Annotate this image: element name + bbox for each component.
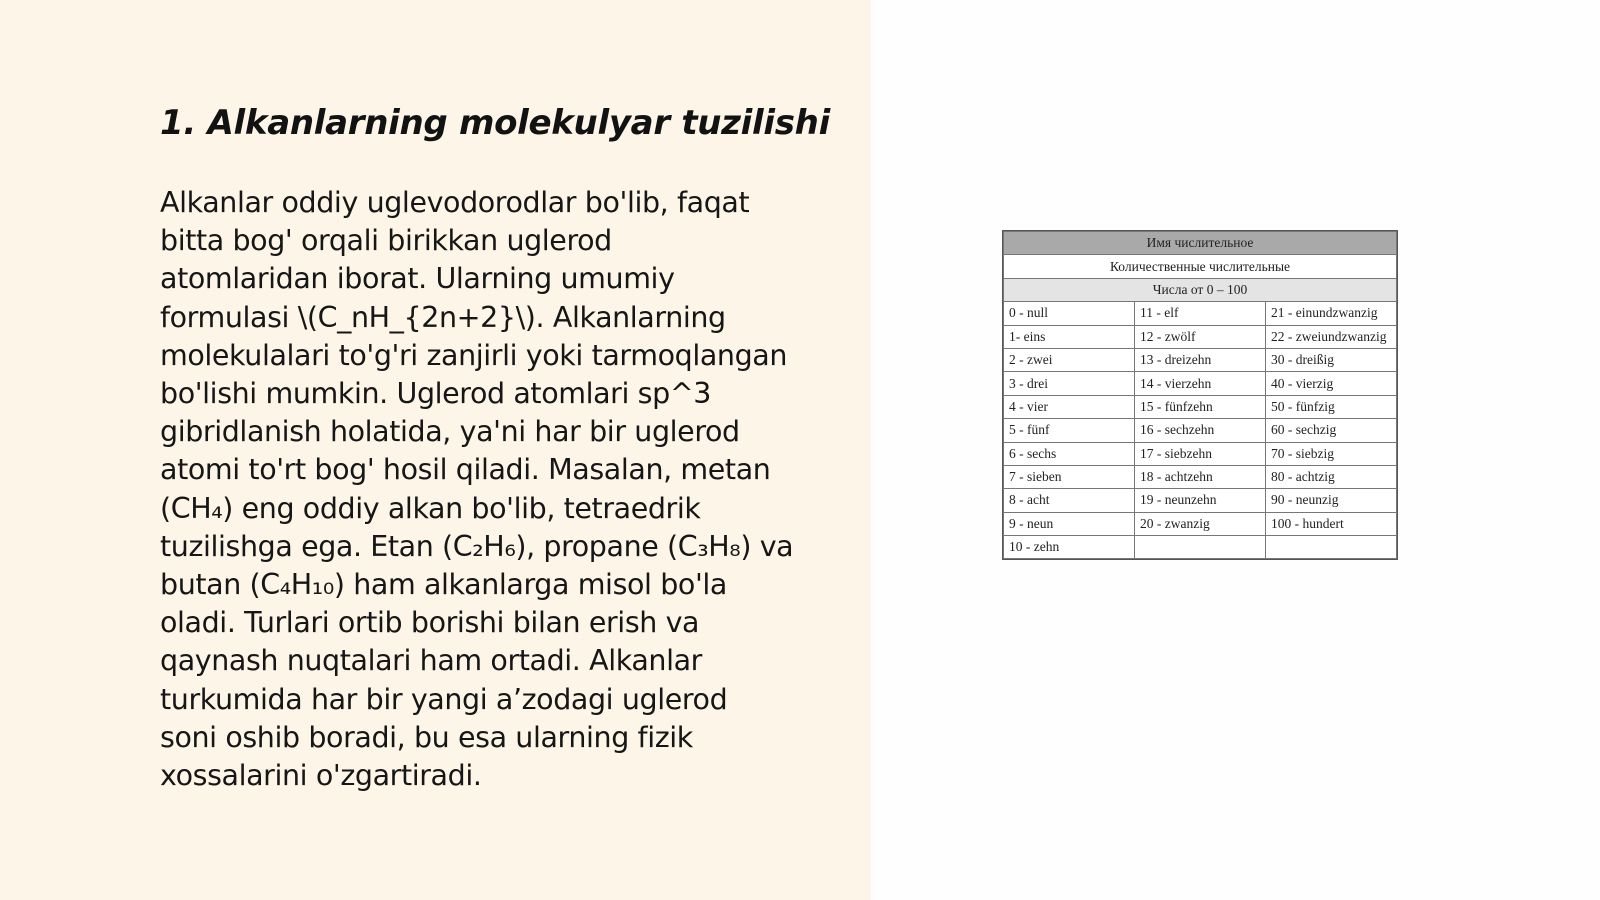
table-cell: 6 - sechs	[1004, 442, 1135, 465]
body-line: bo'lishi mumkin. Uglerod atomlari sp^3	[160, 377, 712, 411]
body-line: xossalarini o'zgartiradi.	[160, 759, 482, 793]
table-cell: 60 - sechzig	[1266, 419, 1397, 442]
table-row	[1004, 465, 1397, 488]
body-line: molekulalari to'g'ri zanjirli yoki tarmoqlangan	[160, 338, 788, 372]
table-subheader-title: Количественные числительные	[1004, 255, 1397, 278]
table-row	[1004, 395, 1397, 418]
table-cell: 12 - zwölf	[1135, 325, 1266, 348]
numerals-table-image	[1002, 230, 1398, 560]
body-line: atomlaridan iborat. Ularning umumiy	[160, 262, 675, 296]
table-cell: 13 - dreizehn	[1135, 348, 1266, 371]
body-line: (CH₄) eng oddiy alkan bo'lib, tetraedrik	[160, 491, 701, 525]
table-cell: 80 - achtzig	[1266, 465, 1397, 488]
body-line: soni oshib boradi, bu esa ularning fizik	[160, 720, 693, 754]
table-range-title: Числа от 0 – 100	[1004, 278, 1397, 301]
table-cell: 5 - fünf	[1004, 419, 1135, 442]
table-cell: 3 - drei	[1004, 372, 1135, 395]
table-cell: 50 - fünfzig	[1266, 395, 1397, 418]
table-cell: 17 - siebzehn	[1135, 442, 1266, 465]
table-cell: 100 - hundert	[1266, 512, 1397, 535]
body-line: turkumida har bir yangi a’zodagi uglerod	[160, 682, 728, 716]
body-line: formulasi \(C_nH_{2n+2}\). Alkanlarning	[160, 300, 726, 334]
table-cell: 70 - siebzig	[1266, 442, 1397, 465]
table-cell: 2 - zwei	[1004, 348, 1135, 371]
table-subheader-row	[1004, 255, 1397, 278]
body-line: qaynash nuqtalari ham ortadi. Alkanlar	[160, 644, 702, 678]
table-cell: 7 - sieben	[1004, 465, 1135, 488]
body-line: atomi to'rt bog' hosil qiladi. Masalan, metan	[160, 453, 771, 487]
table-row	[1004, 489, 1397, 512]
body-line: Alkanlar oddiy uglevodorodlar bo'lib, faqat	[160, 186, 750, 219]
table-cell: 14 - vierzehn	[1135, 372, 1266, 395]
table-row	[1004, 512, 1397, 535]
table-header-title: Имя числительное	[1004, 232, 1397, 255]
table-cell: 40 - vierzig	[1266, 372, 1397, 395]
table-cell: 4 - vier	[1004, 395, 1135, 418]
table-row	[1004, 372, 1397, 395]
numerals-table	[1003, 231, 1397, 559]
table-cell: 20 - zwanzig	[1135, 512, 1266, 535]
table-cell: 16 - sechzehn	[1135, 419, 1266, 442]
body-line: oladi. Turlari ortib borishi bilan erish va	[160, 606, 700, 640]
table-cell: 21 - einundzwanzig	[1266, 302, 1397, 325]
table-range-row	[1004, 278, 1397, 301]
table-cell: 10 - zehn	[1004, 536, 1135, 559]
body-line: butan (C₄H₁₀) ham alkanlarga misol bo'la	[160, 568, 727, 602]
slide-body-text	[160, 184, 850, 795]
table-cell	[1266, 536, 1397, 559]
table-cell: 18 - achtzehn	[1135, 465, 1266, 488]
table-cell: 8 - acht	[1004, 489, 1135, 512]
body-line: tuzilishga ega. Etan (C₂H₆), propane (C₃H₈) va	[160, 529, 794, 563]
table-row	[1004, 536, 1397, 559]
table-cell: 0 - null	[1004, 302, 1135, 325]
table-row	[1004, 325, 1397, 348]
table-cell: 90 - neunzig	[1266, 489, 1397, 512]
table-row	[1004, 442, 1397, 465]
table-cell	[1135, 536, 1266, 559]
table-row	[1004, 302, 1397, 325]
table-row	[1004, 419, 1397, 442]
table-cell: 30 - dreißig	[1266, 348, 1397, 371]
table-cell: 11 - elf	[1135, 302, 1266, 325]
table-cell: 19 - neunzehn	[1135, 489, 1266, 512]
slide-title: 1. Alkanlarning molekulyar tuzilishi	[160, 103, 830, 143]
table-cell: 15 - fünfzehn	[1135, 395, 1266, 418]
body-line: bitta bog' orqali birikkan uglerod	[160, 224, 612, 258]
table-header-row	[1004, 232, 1397, 255]
body-line: gibridlanish holatida, ya'ni har bir uglerod	[160, 415, 740, 449]
table-cell: 22 - zweiundzwanzig	[1266, 325, 1397, 348]
table-row	[1004, 348, 1397, 371]
table-cell: 9 - neun	[1004, 512, 1135, 535]
table-cell: 1- eins	[1004, 325, 1135, 348]
